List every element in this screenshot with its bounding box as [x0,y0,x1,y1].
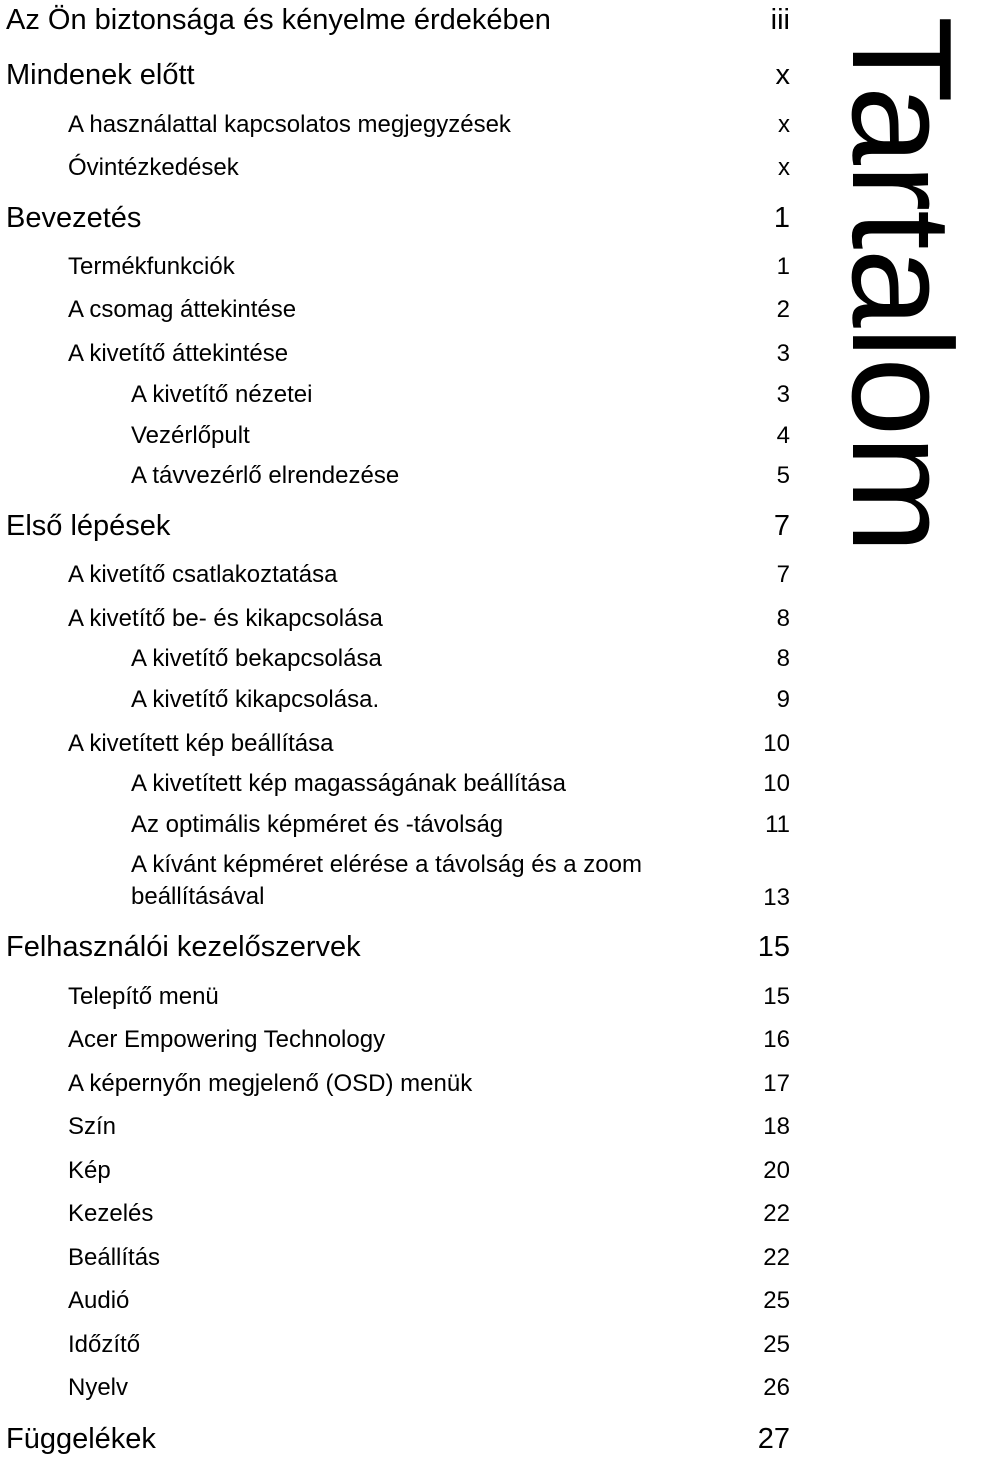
toc-entry[interactable] [0,464,790,494]
toc-entry[interactable] [0,1159,790,1189]
toc-entry[interactable] [0,813,790,843]
toc-entry[interactable] [0,1376,790,1406]
toc-entry[interactable] [0,342,790,372]
toc-entry-label: Kezelés [68,1200,154,1227]
toc-entry-label: Audió [68,1287,130,1314]
toc-entry-label: Óvintézkedések [68,154,239,181]
toc-entry-label: Első lépések [6,510,171,542]
toc-entry[interactable] [0,512,790,546]
toc-entry-label: Függelékek [6,1423,156,1455]
toc-entry-page: x [778,111,790,138]
toc-entry-label: Az Ön biztonsága és kényelme érdekében [6,4,551,36]
chapter-side-title [822,16,981,553]
toc-entry-label: Telepítő menü [68,983,219,1010]
toc-entry[interactable] [0,424,790,454]
toc-entry[interactable] [0,1072,790,1102]
toc-entry-label: Mindenek előtt [6,59,195,91]
toc-entry-label: A kivetített kép beállítása [68,730,334,757]
toc-entry-page: 8 [776,605,790,632]
toc-entry[interactable] [0,383,790,413]
toc-entry-label: A távvezérlő elrendezése [131,462,400,489]
toc-entry-page: 7 [776,561,790,588]
toc-entry-label: Időzítő [68,1331,141,1358]
toc-entry-label: Bevezetés [6,202,142,234]
toc-entry-page: 4 [776,422,790,449]
toc-entry-page: 10 [763,770,790,797]
toc-entry-page: 8 [776,645,790,672]
toc-entry[interactable] [0,6,790,40]
toc-entry-page: 22 [763,1200,790,1227]
toc-entry[interactable] [0,1115,790,1145]
toc-entry-page: 5 [776,462,790,489]
toc-entry-label: A kívánt képméret elérése a távolság és a zoom beállításával [131,851,642,910]
toc-entry-label: A kivetítő áttekintése [68,340,289,367]
toc-entry-label: Felhasználói kezelőszervek [6,931,361,963]
toc-entry-page: 9 [776,686,790,713]
toc-entry-label: A képernyőn megjelenő (OSD) menük [68,1070,473,1097]
toc-entry[interactable] [0,851,790,916]
toc-entry-label: A kivetítő kikapcsolása. [131,686,380,713]
toc-entry-page: 27 [757,1423,790,1455]
toc-entry[interactable] [0,985,790,1015]
toc-entry-page: 3 [776,340,790,367]
toc-entry-page: iii [770,4,790,36]
toc-entry-label: A kivetítő bekapcsolása [131,645,382,672]
toc-entry-label: A kivetített kép magasságának beállítása [131,770,566,797]
toc-entry-label: Nyelv [68,1374,129,1401]
toc-entry-label: Vezérlőpult [131,422,250,449]
toc-entry[interactable] [0,933,790,967]
toc-entry-label: Acer Empowering Technology [68,1026,386,1053]
toc-entry[interactable] [0,204,790,238]
toc-entry[interactable] [0,1289,790,1319]
toc-entry-label: A kivetítő nézetei [131,381,313,408]
toc-entry[interactable] [0,772,790,802]
toc-entry-page: 11 [765,811,790,838]
toc-entry-page: x [778,154,790,181]
toc-entry-page: 22 [763,1244,790,1271]
toc-entry[interactable] [0,1333,790,1363]
toc-entry[interactable] [0,1246,790,1276]
toc-entry-page: 15 [757,931,790,963]
toc-entry-page: 3 [776,381,790,408]
toc-entry-label: A kivetítő be- és kikapcsolása [68,605,383,632]
toc-entry-label: Beállítás [68,1244,161,1271]
toc-entry-page: x [775,59,790,91]
toc-entry[interactable] [0,1425,790,1459]
toc-entry-page: 25 [763,1331,790,1358]
toc-entry-label: A kivetítő csatlakoztatása [68,561,338,588]
toc-entry-page: 15 [763,983,790,1010]
toc-entry-page: 1 [773,202,790,234]
toc-entry-label: Az optimális képméret és -távolság [131,811,504,838]
toc-entry[interactable] [0,688,790,718]
toc-entry-page: 17 [763,1070,790,1097]
toc-entry-label: Szín [68,1113,117,1140]
toc-entry-page: 16 [763,1026,790,1053]
toc-entry-page: 7 [773,510,790,542]
toc-entry-page: 10 [763,730,790,757]
toc-entry[interactable] [0,61,790,95]
toc-entry-page: 25 [763,1287,790,1314]
toc-entry-page: 20 [763,1157,790,1184]
toc-entry-label: Kép [68,1157,111,1184]
toc-entry-page: 2 [776,296,790,323]
toc-entry[interactable] [0,113,790,143]
toc-entry[interactable] [0,255,790,285]
toc-entry[interactable] [0,732,790,762]
chapter-side-title-text: Tartalom [822,16,981,553]
toc-entry-label: Termékfunkciók [68,253,235,280]
toc-entry-page: 18 [763,1113,790,1140]
toc-entry[interactable] [0,647,790,677]
toc-entry-label: A csomag áttekintése [68,296,297,323]
toc-entry-page: 13 [763,884,790,911]
toc-entry-page: 26 [763,1374,790,1401]
toc-entry[interactable] [0,563,790,593]
toc-entry[interactable] [0,1028,790,1058]
toc-entry[interactable] [0,1202,790,1232]
toc-entry-label: A használattal kapcsolatos megjegyzések [68,111,511,138]
toc-entry[interactable] [0,156,790,186]
toc-entry[interactable] [0,298,790,328]
toc-entry-page: 1 [776,253,790,280]
toc-entry[interactable] [0,607,790,637]
